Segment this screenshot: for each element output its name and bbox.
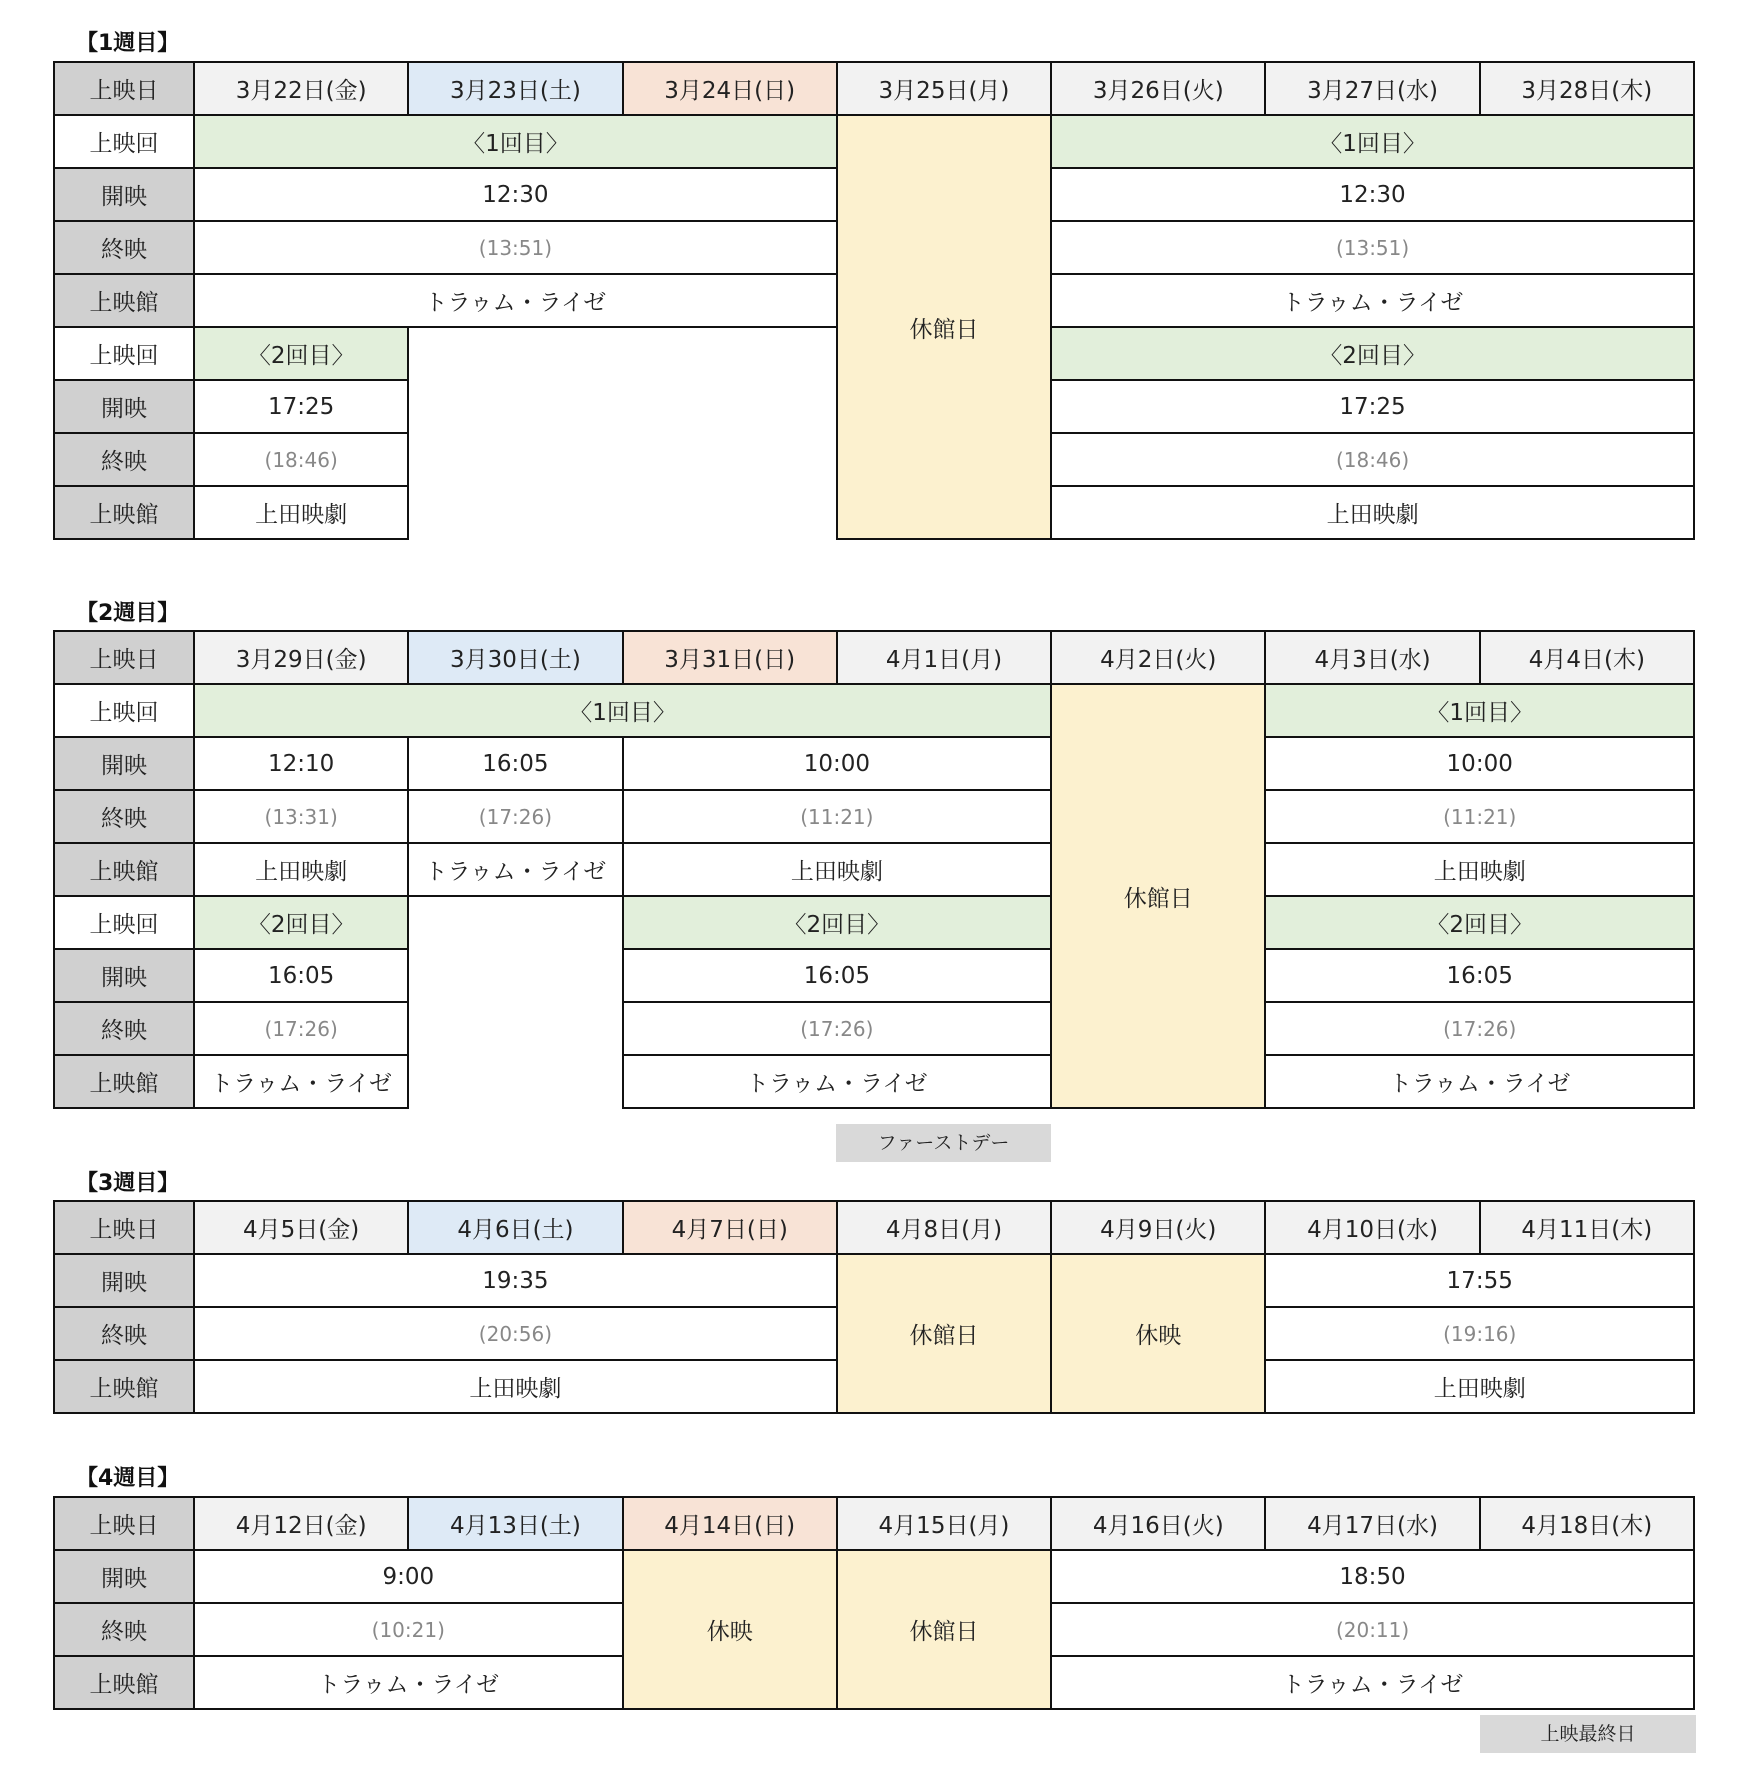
week-2-table [53,630,1695,1109]
date-cell: 3月25日(月) [837,62,1051,115]
label-end: 終映 [54,221,194,274]
theater: 上田映劇 [1265,843,1694,896]
theater: トラゥム・ライゼ [194,1055,408,1108]
end-time: (18:46) [1051,433,1694,486]
week-1-title: 【1週目】 [76,31,180,56]
round-1-label: 〈1回目〉 [1265,684,1694,737]
label-end: 終映 [54,433,194,486]
date-cell: 3月27日(水) [1265,62,1479,115]
label-date: 上映日 [54,631,194,684]
week-1-table [53,61,1695,540]
start-time: 18:50 [1051,1550,1694,1603]
end-time: (13:51) [194,221,837,274]
start-time: 17:55 [1265,1254,1694,1307]
date-cell: 4月5日(金) [194,1201,408,1254]
empty-block [408,327,837,539]
closed-day: 休館日 [837,1550,1051,1709]
date-cell: 3月23日(土) [408,62,622,115]
label-start: 開映 [54,1254,194,1307]
end-time: (11:21) [623,790,1052,843]
end-time: (11:21) [1265,790,1694,843]
round-2-label: 〈2回目〉 [194,327,408,380]
start-time: 10:00 [623,737,1052,790]
label-end: 終映 [54,1002,194,1055]
round-1-label: 〈1回目〉 [1051,115,1694,168]
date-cell: 3月24日(日) [623,62,837,115]
date-cell: 4月13日(土) [408,1497,622,1550]
date-cell: 4月7日(日) [623,1201,837,1254]
week-4-title: 【4週目】 [76,1466,180,1491]
label-theater: 上映館 [54,1055,194,1108]
round-2-label: 〈2回目〉 [1051,327,1694,380]
end-time: (17:26) [623,1002,1052,1055]
start-time: 12:10 [194,737,408,790]
date-cell: 4月18日(木) [1480,1497,1694,1550]
week-3-table [53,1200,1695,1414]
start-time: 9:00 [194,1550,623,1603]
start-time: 16:05 [194,949,408,1002]
end-time: (20:56) [194,1307,837,1360]
closed-day: 休館日 [1051,684,1265,1108]
date-cell: 4月8日(月) [837,1201,1051,1254]
no-screening: 休映 [623,1550,837,1709]
label-start: 開映 [54,168,194,221]
date-cell: 3月31日(日) [623,631,837,684]
start-time: 19:35 [194,1254,837,1307]
label-date: 上映日 [54,1201,194,1254]
label-theater: 上映館 [54,843,194,896]
label-theater: 上映館 [54,1656,194,1709]
end-time: (19:16) [1265,1307,1694,1360]
label-date: 上映日 [54,1497,194,1550]
start-time: 12:30 [1051,168,1694,221]
label-theater: 上映館 [54,1360,194,1413]
date-cell: 4月15日(月) [837,1497,1051,1550]
start-time: 16:05 [623,949,1052,1002]
end-time: (13:51) [1051,221,1694,274]
end-time: (10:21) [194,1603,623,1656]
end-time: (18:46) [194,433,408,486]
theater: 上田映劇 [1265,1360,1694,1413]
label-start: 開映 [54,737,194,790]
date-cell: 3月22日(金) [194,62,408,115]
date-cell: 4月10日(水) [1265,1201,1479,1254]
theater: トラゥム・ライゼ [1051,1656,1694,1709]
week-4-table [53,1496,1695,1710]
date-cell: 4月9日(火) [1051,1201,1265,1254]
start-time: 12:30 [194,168,837,221]
theater: トラゥム・ライゼ [1265,1055,1694,1108]
start-time: 17:25 [1051,380,1694,433]
date-cell: 4月6日(土) [408,1201,622,1254]
date-cell: 4月12日(金) [194,1497,408,1550]
date-cell: 4月11日(木) [1480,1201,1694,1254]
date-cell: 4月4日(木) [1480,631,1694,684]
theater: トラゥム・ライゼ [194,274,837,327]
end-time: (17:26) [408,790,622,843]
start-time: 16:05 [408,737,622,790]
start-time: 10:00 [1265,737,1694,790]
theater: トラゥム・ライゼ [408,843,622,896]
date-cell: 4月14日(日) [623,1497,837,1550]
label-end: 終映 [54,1603,194,1656]
start-time: 17:25 [194,380,408,433]
end-time: (20:11) [1051,1603,1694,1656]
round-2-label: 〈2回目〉 [623,896,1052,949]
round-1-label: 〈1回目〉 [194,684,1051,737]
label-round: 上映回 [54,115,194,168]
theater: 上田映劇 [194,486,408,539]
first-day-note: ファーストデー [836,1124,1051,1162]
label-end: 終映 [54,790,194,843]
label-theater: 上映館 [54,274,194,327]
week-2-title: 【2週目】 [76,601,180,626]
label-round: 上映回 [54,684,194,737]
date-cell: 4月2日(火) [1051,631,1265,684]
label-round: 上映回 [54,896,194,949]
label-end: 終映 [54,1307,194,1360]
theater: 上田映劇 [623,843,1052,896]
start-time: 16:05 [1265,949,1694,1002]
round-2-label: 〈2回目〉 [194,896,408,949]
end-time: (13:31) [194,790,408,843]
round-2-label: 〈2回目〉 [1265,896,1694,949]
end-time: (17:26) [1265,1002,1694,1055]
last-day-note: 上映最終日 [1480,1715,1696,1753]
no-screening: 休映 [1051,1254,1265,1413]
label-start: 開映 [54,380,194,433]
date-cell: 3月29日(金) [194,631,408,684]
theater: トラゥム・ライゼ [1051,274,1694,327]
date-cell: 4月1日(月) [837,631,1051,684]
end-time: (17:26) [194,1002,408,1055]
closed-day: 休館日 [837,115,1051,539]
label-theater: 上映館 [54,486,194,539]
label-date: 上映日 [54,62,194,115]
closed-day: 休館日 [837,1254,1051,1413]
date-cell: 3月30日(土) [408,631,622,684]
theater: 上田映劇 [194,843,408,896]
date-cell: 4月16日(火) [1051,1497,1265,1550]
date-cell: 3月26日(火) [1051,62,1265,115]
label-round: 上映回 [54,327,194,380]
date-cell: 4月17日(水) [1265,1497,1479,1550]
theater: トラゥム・ライゼ [194,1656,623,1709]
label-start: 開映 [54,949,194,1002]
date-cell: 3月28日(木) [1480,62,1694,115]
label-start: 開映 [54,1550,194,1603]
theater: トラゥム・ライゼ [623,1055,1052,1108]
theater: 上田映劇 [1051,486,1694,539]
empty-block [408,896,622,1108]
theater: 上田映劇 [194,1360,837,1413]
round-1-label: 〈1回目〉 [194,115,837,168]
date-cell: 4月3日(水) [1265,631,1479,684]
week-3-title: 【3週目】 [76,1171,180,1196]
